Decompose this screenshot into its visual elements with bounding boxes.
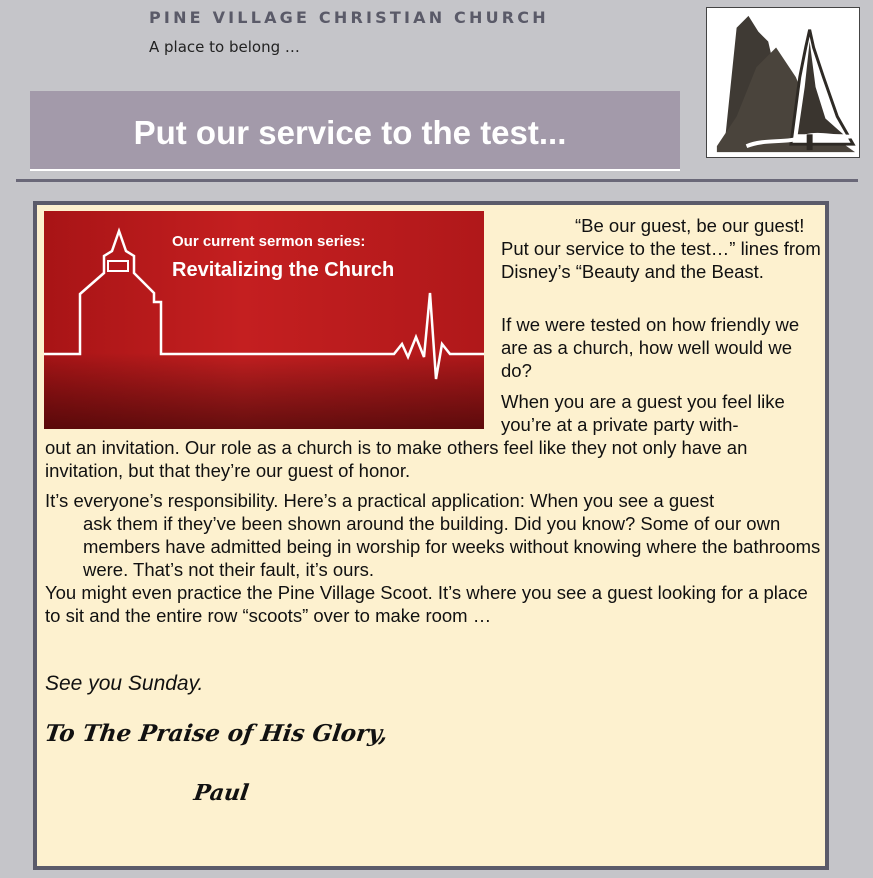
pine-trees-icon bbox=[707, 8, 859, 157]
article-paragraph bbox=[501, 214, 821, 283]
article-text: “Be our guest, be our guest! Put our service to the test…” lines from Disney’s “Beauty and the Beast. bbox=[501, 215, 821, 282]
sermon-series-title: Revitalizing the Church bbox=[172, 259, 395, 281]
church-logo bbox=[706, 7, 860, 158]
page-title: Put our service to the test... bbox=[133, 114, 567, 151]
tagline: A place to belong … bbox=[149, 38, 300, 56]
header-divider bbox=[16, 179, 858, 182]
article-paragraph: It’s everyone’s responsibility. Here’s a practical application: When you see a guest bbox=[45, 490, 715, 511]
article-paragraph: If we were tested on how friendly we are as a church, how well would we do? bbox=[501, 314, 800, 381]
article-paragraph: When you are a guest you feel like you’re at a private party with- bbox=[501, 391, 785, 435]
signature: Paul bbox=[192, 780, 251, 806]
article-paragraph: You might even practice the Pine Village Scoot. It’s where you see a guest looking for a place to sit and the entire row “scoots” over to make room … bbox=[45, 582, 808, 626]
signoff: See you Sunday. bbox=[45, 672, 204, 695]
article-paragraph-continued: out an invitation. Our role as a church is to make others feel like they not only have an invitation, but that they’re our guest of honor. bbox=[45, 437, 748, 481]
article-paragraph-hanging: ask them if they’ve been shown around the building. Did you know? Some of our own members have admitted being in worship for weeks without knowing where the bathrooms were. That’s not their fault, it’s ours. bbox=[83, 513, 821, 580]
title-banner bbox=[30, 91, 680, 171]
closing-line: To The Praise of His Glory, bbox=[43, 720, 390, 747]
sermon-series-caption: Our current sermon series: bbox=[172, 233, 366, 250]
church-name: PINE VILLAGE CHRISTIAN CHURCH bbox=[149, 8, 549, 27]
newsletter-panel bbox=[33, 201, 829, 870]
sermon-series-image bbox=[44, 211, 484, 429]
